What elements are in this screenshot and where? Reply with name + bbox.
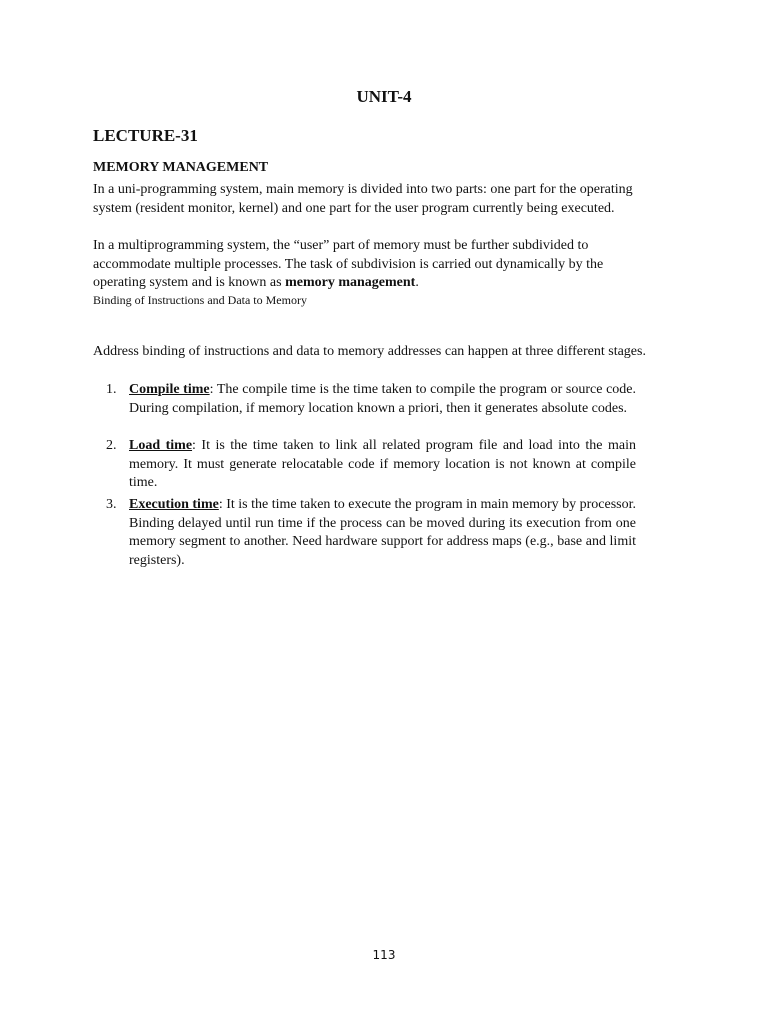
list-item-number: 2. <box>106 438 117 453</box>
binding-heading: Binding of Instructions and Data to Memory <box>93 293 307 307</box>
load-time-term: Load time <box>129 438 193 453</box>
list-item-number: 3. <box>106 497 117 512</box>
compile-time-description: : The compile time is the time taken to compile the program or source code. During compilation, if memory location known a priori, then it generates absolute codes. <box>129 382 636 416</box>
execution-time-description: : It is the time taken to execute the program in main memory by processor. Binding delayed until run time if the process can be moved during its execution from one memory segment to another. Need hardware support for address maps (e.g., base and limit registers). <box>129 497 636 568</box>
paragraph-uniprogramming: In a uni-programming system, main memory is divided into two parts: one part for the operating system (resident monitor, kernel) and one part for the user program currently being executed. <box>93 182 633 216</box>
paragraph-multiprogramming <box>93 237 636 293</box>
list-item-number: 1. <box>106 382 117 397</box>
load-time-description: : It is the time taken to link all related program file and load into the main memory. It must generate relocatable code if memory location is not known at compile time. <box>129 438 636 490</box>
lecture-title: LECTURE-31 <box>93 126 198 145</box>
unit-title: UNIT-4 <box>356 87 412 106</box>
list-item-body <box>129 437 636 493</box>
list-item-body <box>129 381 636 418</box>
paragraph-multiprogramming-end: . <box>415 275 419 291</box>
compile-time-term: Compile time <box>129 382 210 397</box>
section-heading: MEMORY MANAGEMENT <box>93 160 269 175</box>
paragraph-address-binding: Address binding of instructions and data to memory addresses can happen at three different stages. <box>93 344 646 359</box>
paragraph-multiprogramming-text: In a multiprogramming system, the “user” part of memory must be further subdivided to accommodate multiple processes. The task of subdivision is carried out dynamically by the operating system and is known as <box>93 238 604 291</box>
list-item-body <box>129 496 636 570</box>
execution-time-term: Execution time <box>129 497 219 512</box>
memory-management-term: memory management <box>285 275 416 291</box>
page-number: 113 <box>372 948 396 962</box>
